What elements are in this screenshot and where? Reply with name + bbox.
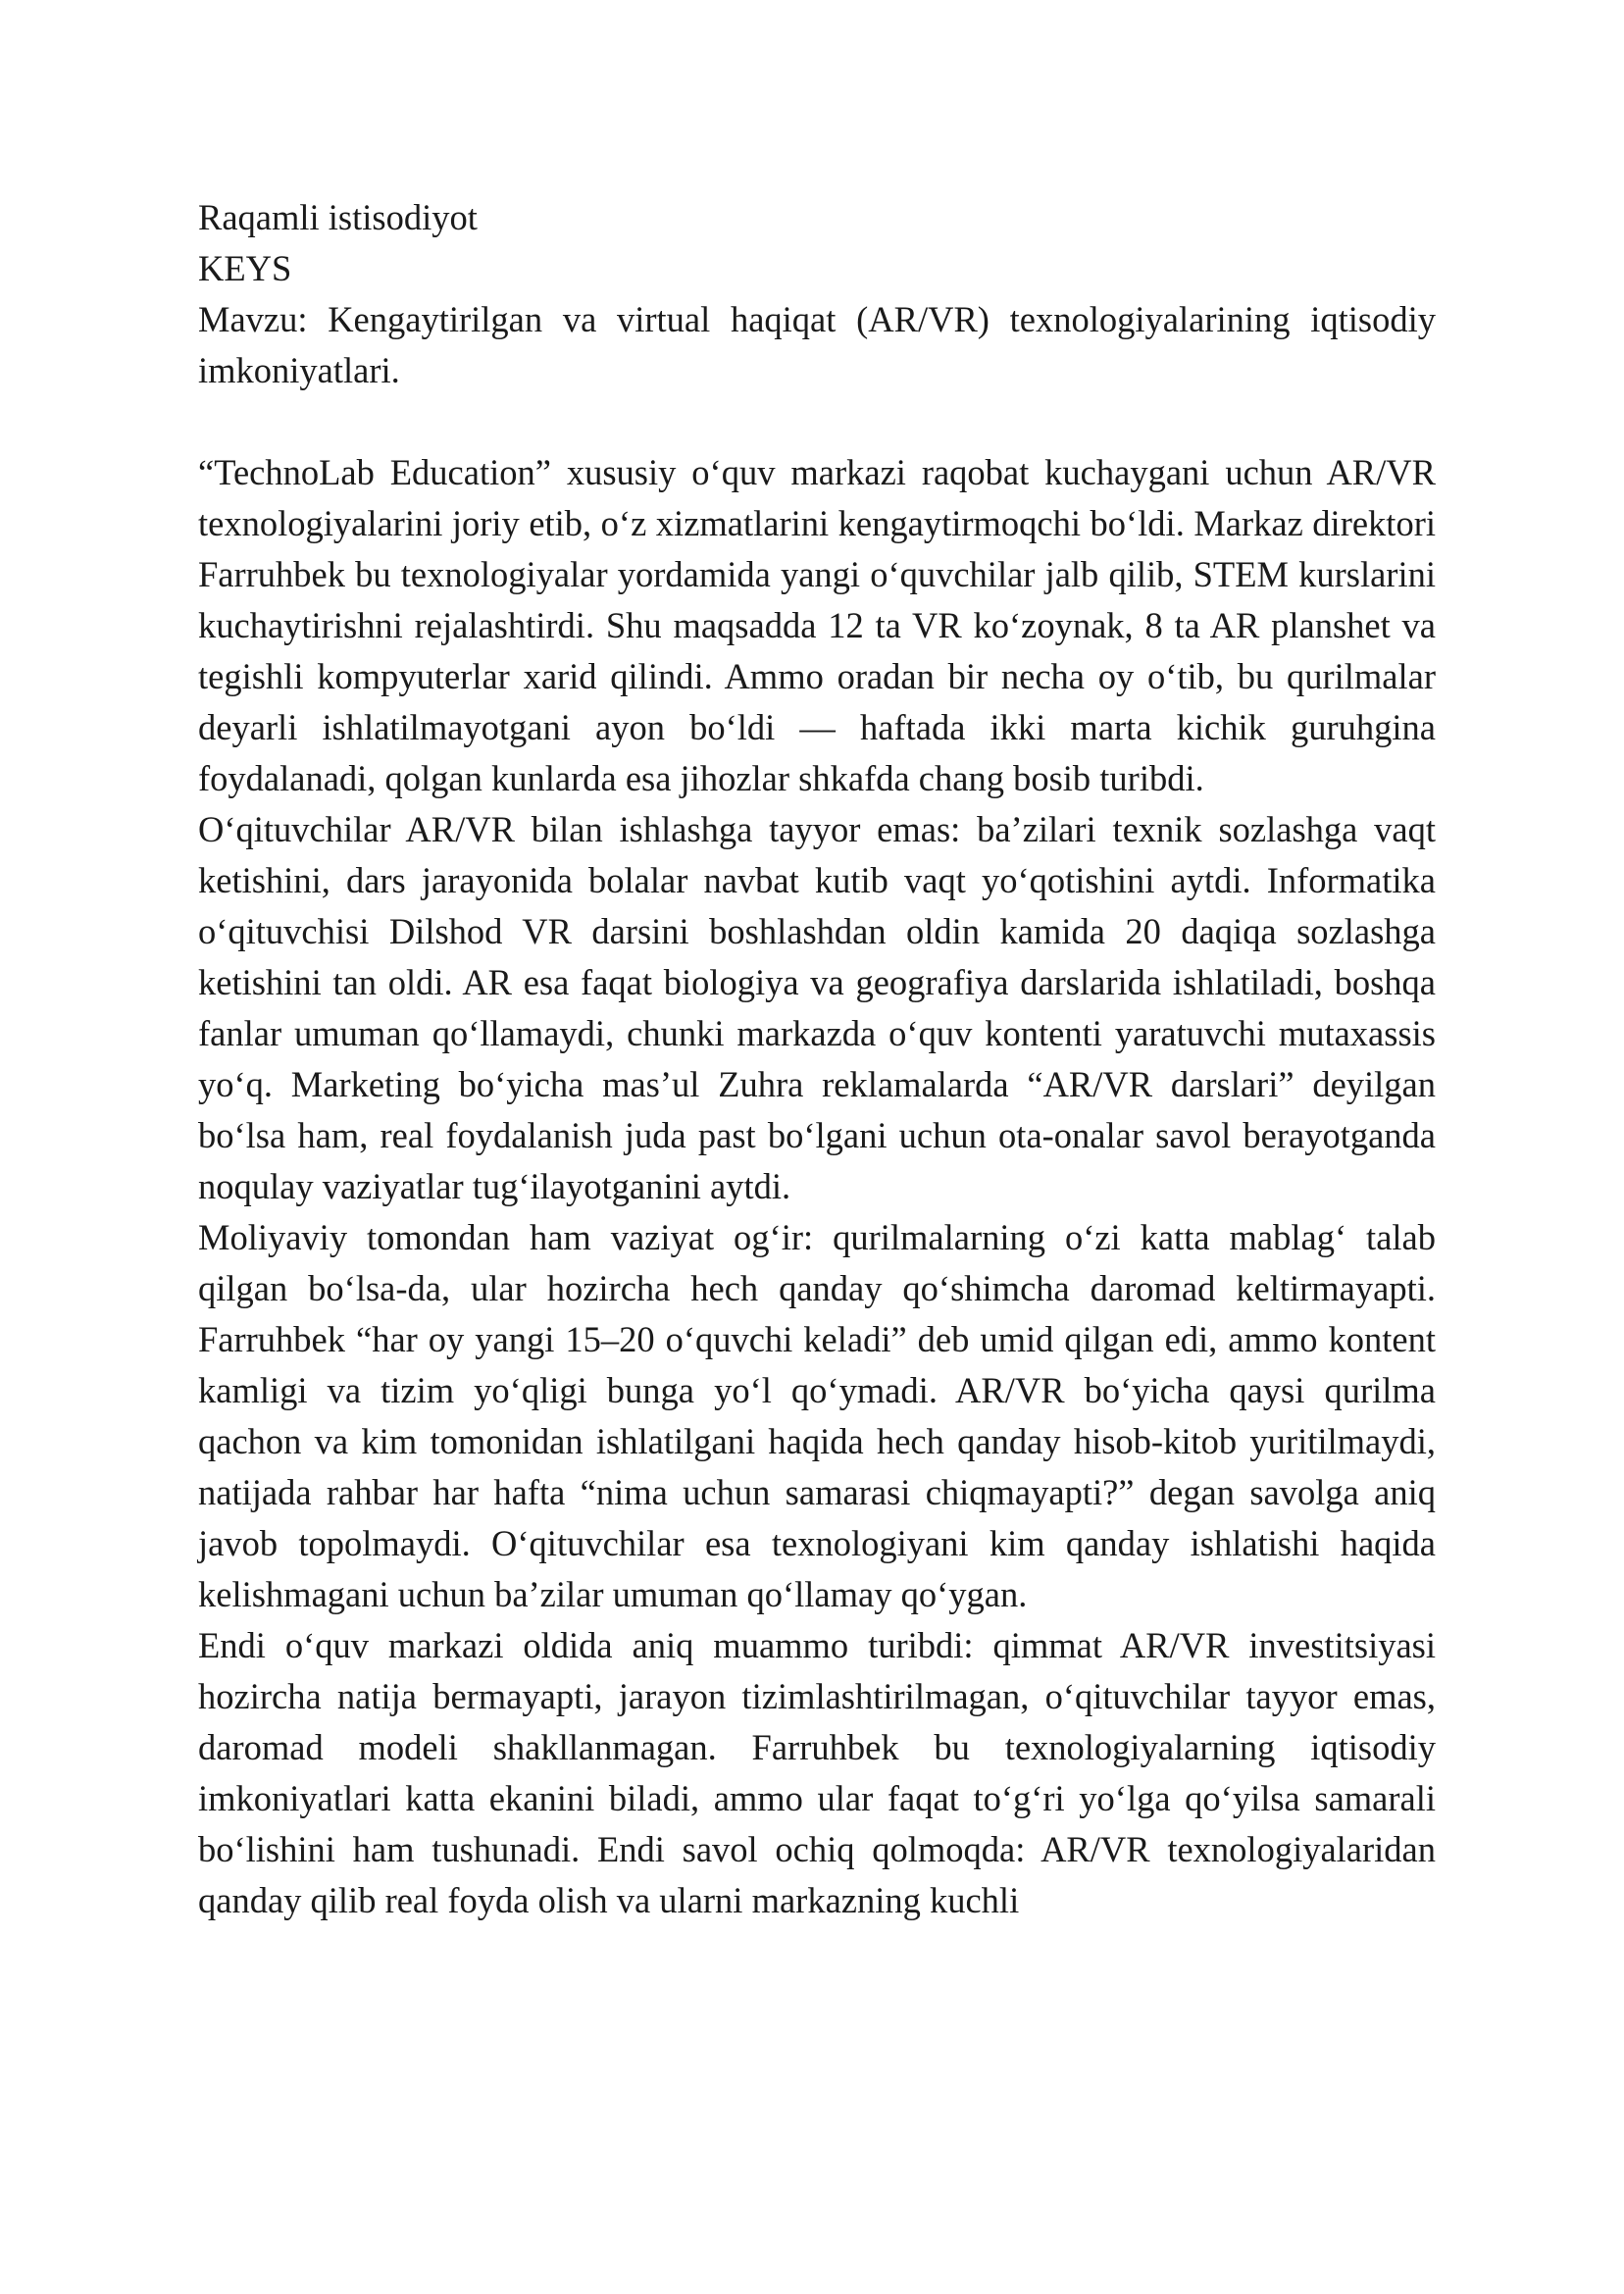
subject-line: Raqamli istisodiyot [198, 197, 478, 237]
blank-line [198, 396, 1436, 447]
case-label: KEYS [198, 248, 292, 288]
document-page [198, 192, 1436, 1926]
topic-line: Mavzu: Kengaytirilgan va virtual haqiqat (AR/VR) texnologiyalarining iqtisodiy imkoniyatlari. [198, 299, 1436, 390]
paragraph-3: Moliyaviy tomondan ham vaziyat og‘ir: qurilmalarning o‘zi katta mablag‘ talab qilgan bo‘lsa-da, ular hozircha hech qanday qo‘shimcha daromad keltirmayapti. Farruhbek “har oy yangi 15–20 o‘quvchi keladi” deb umid qilgan edi, ammo kontent kamligi va tizim yo‘qligi bunga yo‘l qo‘ymadi. AR/VR bo‘yicha qaysi qurilma qachon va kim tomonidan ishlatilgani haqida hech qanday hisob-kitob yuritilmaydi, natijada rahbar har hafta “nima uchun samarasi chiqmayapti?” degan savolga aniq javob topolmaydi. O‘qituvchilar esa texnologiyani kim qanday ishlatishi haqida kelishmagani uchun ba’zilar umuman qo‘llamay qo‘ygan. [198, 1217, 1436, 1614]
paragraph-4: Endi o‘quv markazi oldida aniq muammo turibdi: qimmat AR/VR investitsiyasi hozircha natija bermayapti, jarayon tizimlashtirilmagan, o‘qituvchilar tayyor emas, daromad modeli shakllanmagan. Farruhbek bu texnologiyalarning iqtisodiy imkoniyatlari katta ekanini biladi, ammo ular faqat to‘g‘ri yo‘lga qo‘yilsa samarali bo‘lishini ham tushunadi. Endi savol ochiq qolmoqda: AR/VR texnologiyalaridan qanday qilib real foyda olish va ularni markazning kuchli [198, 1625, 1436, 1920]
paragraph-2: O‘qituvchilar AR/VR bilan ishlashga tayyor emas: ba’zilari texnik sozlashga vaqt ketishini, dars jarayonida bolalar navbat kutib vaqt yo‘qotishini aytdi. Informatika o‘qituvchisi Dilshod VR darsini boshlashdan oldin kamida 20 daqiqa sozlashga ketishini tan oldi. AR esa faqat biologiya va geografiya darslarida ishlatiladi, boshqa fanlar umuman qo‘llamaydi, chunki markazda o‘quv kontenti yaratuvchi mutaxassis yo‘q. Marketing bo‘yicha mas’ul Zuhra reklamalarda “AR/VR darslari” deyilgan bo‘lsa ham, real foydalanish juda past bo‘lgani uchun ota-onalar savol berayotganda noqulay vaziyatlar tug‘ilayotganini aytdi. [198, 809, 1436, 1206]
paragraph-1: “TechnoLab Education” xususiy o‘quv markazi raqobat kuchaygani uchun AR/VR texnologiyalarini joriy etib, o‘z xizmatlarini kengaytirmoqchi bo‘ldi. Markaz direktori Farruhbek bu texnologiyalar yordamida yangi o‘quvchilar jalb qilib, STEM kurslarini kuchaytirishni rejalashtirdi. Shu maqsadda 12 ta VR ko‘zoynak, 8 ta AR planshet va tegishli kompyuterlar xarid qilindi. Ammo oradan bir necha oy o‘tib, bu qurilmalar deyarli ishlatilmayotgani ayon bo‘ldi — haftada ikki marta kichik guruhgina foydalanadi, qolgan kunlarda esa jihozlar shkafda chang bosib turibdi. [198, 452, 1436, 798]
